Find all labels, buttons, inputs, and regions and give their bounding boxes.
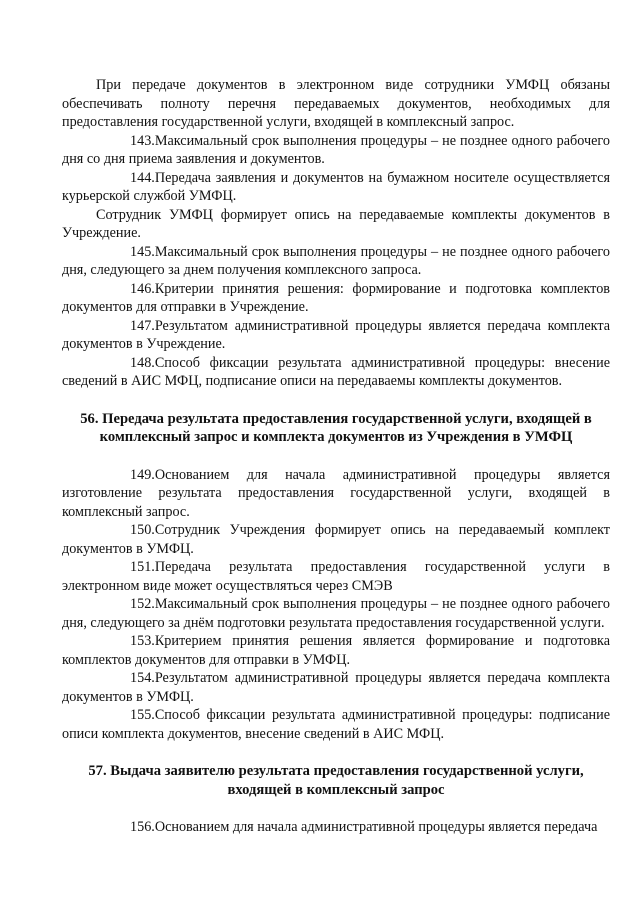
paragraph-text: Результатом административной процедуры является передача комплекта документов в Учреждение.: [62, 317, 610, 352]
paragraph-text: Максимальный срок выполнения процедуры – не позднее одного рабочего дня, следующего за днем получения комплексного запроса.: [62, 243, 610, 278]
paragraph-number: 143.: [130, 132, 155, 149]
paragraph-text: Способ фиксации результата административной процедуры: подписание описи комплекта документов, внесение сведений в АИС МФЦ.: [62, 707, 610, 742]
section-heading-56: 56. Передача результата предоставления государственной услуги, входящей в комплексный запрос и комплекта документов из Учреждения в УМФЦ: [80, 410, 592, 446]
paragraph-number: 148.: [130, 354, 155, 371]
section-heading-57: 57. Выдача заявителю результата предоставления государственной услуги, входящей в комплексный запрос: [88, 763, 584, 798]
paragraph-text: Критерием принятия решения является формирование и подготовка комплектов документов для отправки в УМФЦ.: [62, 633, 610, 668]
paragraph-156: [62, 818, 610, 837]
paragraph-number: 153.: [130, 633, 155, 650]
paragraph-151: [62, 558, 610, 595]
paragraph-text: Сотрудник УМФЦ формирует опись на передаваемые комплекты документов в Учреждение.: [62, 206, 610, 241]
paragraph-text: Способ фиксации результата административной процедуры: внесение сведений в АИС МФЦ, подписание описи на передаваемы комплекты документов.: [62, 354, 610, 389]
paragraph-143: [62, 132, 610, 169]
paragraph-number: 144.: [130, 169, 155, 186]
paragraph-number: 151.: [130, 559, 155, 576]
paragraph-153: [62, 632, 610, 669]
paragraph-155: [62, 706, 610, 743]
paragraph-150: [62, 521, 610, 558]
paragraph-145: [62, 243, 610, 280]
paragraph-text: Сотрудник Учреждения формирует опись на передаваемый комплект документов в УМФЦ.: [62, 522, 610, 557]
paragraph-text: Основанием для начала административной процедуры является передача: [154, 819, 598, 836]
paragraph-number: 146.: [130, 280, 155, 297]
paragraph-text: Максимальный срок выполнения процедуры – не позднее одного рабочего дня, следующего за днём подготовки результата предоставления государственной услуги.: [62, 596, 610, 631]
paragraph-text: Критерии принятия решения: формирование и подготовка комплектов документов для отправки в Учреждение.: [62, 280, 610, 315]
paragraph-number: 154.: [130, 670, 155, 687]
paragraph-number: 155.: [130, 707, 155, 724]
paragraph-146: [62, 280, 610, 317]
paragraph-text: Передача результата предоставления государственной услуги в электронном виде может осуществляться через СМЭВ: [62, 559, 610, 594]
paragraph-149: [62, 466, 610, 522]
paragraph-text: Передача заявления и документов на бумажном носителе осуществляется курьерской службой УМФЦ.: [62, 169, 610, 204]
paragraph-number: 147.: [130, 317, 155, 334]
paragraph-text: Основанием для начала административной процедуры является изготовление результата предоставления государственной услуги, входящей в комплексный запрос.: [62, 466, 610, 520]
paragraph-text: При передаче документов в электронном виде сотрудники УМФЦ обязаны обеспечивать полноту перечня передаваемых документов, необходимых для предоставления государственной услуги, входящей в комплексный запрос.: [62, 77, 610, 130]
paragraph-number: 150.: [130, 522, 155, 539]
paragraph-152: [62, 595, 610, 632]
paragraph-144-continued: [62, 206, 610, 243]
document-page: [62, 76, 610, 837]
paragraph-number: 149.: [130, 466, 155, 483]
paragraph-148: [62, 354, 610, 391]
paragraph-text: Результатом административной процедуры является передача комплекта документов в УМФЦ.: [62, 670, 610, 705]
paragraph-number: 145.: [130, 243, 155, 260]
paragraph-number: 156.: [130, 819, 155, 836]
paragraph-144: [62, 169, 610, 206]
paragraph-intro: [62, 76, 610, 132]
paragraph-147: [62, 317, 610, 354]
paragraph-number: 152.: [130, 596, 155, 613]
paragraph-154: [62, 669, 610, 706]
paragraph-text: Максимальный срок выполнения процедуры – не позднее одного рабочего дня со дня приема заявления и документов.: [62, 132, 610, 167]
